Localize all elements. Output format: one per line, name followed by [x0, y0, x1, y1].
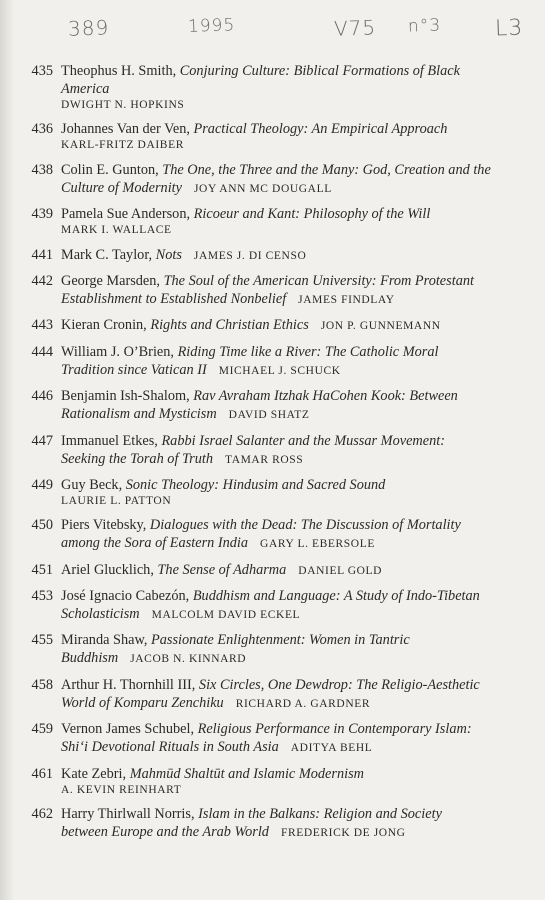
- handwritten-note: V75: [333, 15, 377, 41]
- page-number: 439: [31, 206, 53, 223]
- reviewer-name: MICHAEL J. SCHUCK: [218, 364, 341, 377]
- entry-text: [61, 343, 492, 380]
- review-entry: [12, 720, 492, 757]
- page-number: 453: [31, 588, 53, 605]
- review-entry: [12, 272, 492, 309]
- book-author: Harry Thirlwall Norris,: [61, 806, 195, 823]
- entry-text: [61, 120, 492, 153]
- book-author: Benjamin Ish-Shalom,: [61, 388, 190, 405]
- book-author: José Ignacio Cabezón,: [61, 588, 190, 605]
- entry-text: [61, 316, 492, 335]
- book-author: Colin E. Gunton,: [61, 161, 159, 178]
- entry-text: [61, 205, 492, 238]
- handwritten-note: L3: [494, 15, 524, 42]
- reviewer-name: JAMES J. DI CENSO: [193, 249, 307, 262]
- page-number: 461: [31, 765, 53, 782]
- book-title: Religious Performance in Contemporary Islam: Shi‘i Devotional Rituals in South Asia: [61, 721, 472, 756]
- page-number: 442: [31, 272, 53, 289]
- entry-text: [61, 246, 492, 265]
- book-author: William J. O’Brien,: [61, 343, 174, 360]
- page-number: 438: [31, 161, 53, 178]
- review-entry: [12, 161, 492, 198]
- page-number: 447: [31, 432, 53, 449]
- review-entry: [12, 516, 492, 553]
- review-entry: [12, 676, 492, 713]
- reviewer-name: JACOB N. KINNARD: [130, 653, 247, 666]
- book-title: The One, the Three and the Many: God, Creation and the Culture of Modernity: [61, 161, 491, 196]
- book-author: Mark C. Taylor,: [61, 246, 153, 263]
- review-entry: [12, 205, 492, 238]
- review-entry: [12, 561, 492, 580]
- book-author: Immanuel Etkes,: [61, 432, 158, 449]
- book-review-list: [12, 62, 492, 849]
- book-title: The Soul of the American University: From Protestant Establishment to Established Nonbelief: [61, 272, 474, 307]
- reviewer-name: JOY ANN MC DOUGALL: [193, 182, 332, 195]
- reviewer-name: MALCOLM DAVID ECKEL: [151, 609, 301, 622]
- page-number: 462: [31, 806, 53, 823]
- book-author: Theophus H. Smith,: [61, 63, 177, 79]
- reviewer-name: DAVID SHATZ: [228, 409, 310, 422]
- book-title: Conjuring Culture: Biblical Formations of Black America: [61, 63, 460, 97]
- page-number: 443: [31, 317, 53, 334]
- entry-text: [61, 387, 492, 424]
- book-title: Practical Theology: An Empirical Approach: [193, 121, 448, 138]
- page-number: 459: [31, 721, 53, 738]
- review-entry: [12, 765, 492, 798]
- reviewer-name: DANIEL GOLD: [298, 564, 383, 577]
- book-title: Islam in the Balkans: Religion and Society between Europe and the Arab World: [61, 806, 442, 841]
- page-number: 446: [31, 388, 53, 405]
- entry-text: [61, 161, 492, 198]
- handwritten-note: 1995: [187, 15, 236, 37]
- page-number: 436: [31, 121, 53, 138]
- page-number: 449: [31, 476, 53, 493]
- entry-text: [61, 561, 492, 580]
- book-title: Ricoeur and Kant: Philosophy of the Will: [193, 206, 431, 223]
- review-entry: [12, 343, 492, 380]
- book-author: Miranda Shaw,: [61, 632, 148, 649]
- reviewer-name: FREDERICK DE JONG: [280, 827, 406, 840]
- book-title: Rights and Christian Ethics: [150, 317, 309, 334]
- book-title: Nots: [155, 246, 182, 263]
- page-number: 435: [31, 63, 53, 79]
- page-number: 458: [31, 676, 53, 693]
- book-author: Arthur H. Thornhill III,: [61, 676, 196, 693]
- book-author: Vernon James Schubel,: [61, 721, 195, 738]
- review-entry: [12, 587, 492, 624]
- book-title: Mahmūd Shaltūt and Islamic Modernism: [129, 765, 364, 782]
- book-title: The Sense of Adharma: [157, 561, 287, 578]
- entry-text: [61, 516, 492, 553]
- book-title: Riding Time like a River: The Catholic Moral Tradition since Vatican II: [61, 343, 439, 378]
- book-title: Passionate Enlightenment: Women in Tantric Buddhism: [61, 632, 410, 667]
- reviewer-name: JON P. GUNNEMANN: [320, 320, 441, 333]
- entry-text: [61, 432, 492, 469]
- page-number: 450: [31, 517, 53, 534]
- reviewer-name: ADITYA BEHL: [290, 742, 373, 755]
- review-entry: [12, 120, 492, 153]
- book-title: Rav Avraham Itzhak HaCohen Kook: Between Rationalism and Mysticism: [61, 388, 458, 423]
- book-author: George Marsden,: [61, 272, 160, 289]
- page-number: 455: [31, 632, 53, 649]
- book-title: Dialogues with the Dead: The Discussion of Mortality among the Sora of Eastern India: [61, 517, 461, 552]
- review-entry: [12, 805, 492, 842]
- entry-text: [61, 631, 492, 668]
- review-entry: [12, 316, 492, 335]
- book-author: Piers Vitebsky,: [61, 517, 147, 534]
- book-title: Six Circles, One Dewdrop: The Religio-Aesthetic World of Komparu Zenchiku: [61, 676, 480, 711]
- review-entry: [12, 432, 492, 469]
- page-number: 444: [31, 343, 53, 360]
- entry-text: [61, 805, 492, 842]
- review-entry: [12, 62, 492, 113]
- reviewer-name: DWIGHT N. HOPKINS: [61, 99, 185, 111]
- entry-text: [61, 62, 492, 113]
- page-number: 441: [31, 246, 53, 263]
- book-author: Pamela Sue Anderson,: [61, 206, 191, 223]
- reviewer-name: MARK I. WALLACE: [61, 224, 172, 237]
- review-entry: [12, 476, 492, 509]
- entry-text: [61, 587, 492, 624]
- entry-text: [61, 720, 492, 757]
- review-entry: [12, 246, 492, 265]
- book-author: Guy Beck,: [61, 476, 123, 493]
- entry-text: [61, 676, 492, 713]
- book-title: Buddhism and Language: A Study of Indo-Tibetan Scholasticism: [61, 588, 480, 623]
- review-entry: [12, 387, 492, 424]
- handwritten-notes: [0, 10, 545, 50]
- book-author: Ariel Glucklich,: [61, 561, 154, 578]
- reviewer-name: LAURIE L. PATTON: [61, 494, 172, 507]
- reviewer-name: A. KEVIN REINHART: [61, 783, 182, 796]
- reviewer-name: KARL-FRITZ DAIBER: [61, 139, 184, 152]
- book-author: Kieran Cronin,: [61, 317, 147, 334]
- review-entry: [12, 631, 492, 668]
- entry-text: [61, 272, 492, 309]
- book-author: Johannes Van der Ven,: [61, 121, 190, 138]
- entry-text: [61, 476, 492, 509]
- book-title: Rabbi Israel Salanter and the Mussar Movement: Seeking the Torah of Truth: [61, 432, 445, 467]
- reviewer-name: GARY L. EBERSOLE: [260, 538, 375, 551]
- book-title: Sonic Theology: Hindusim and Sacred Sound: [125, 476, 386, 493]
- page-number: 451: [31, 561, 53, 578]
- entry-text: [61, 765, 492, 798]
- reviewer-name: TAMAR ROSS: [224, 453, 304, 466]
- book-author: Kate Zebri,: [61, 765, 127, 782]
- reviewer-name: JAMES FINDLAY: [298, 293, 395, 306]
- handwritten-note: 389: [67, 15, 110, 41]
- handwritten-note: n°3: [407, 15, 442, 37]
- reviewer-name: RICHARD A. GARDNER: [235, 697, 371, 710]
